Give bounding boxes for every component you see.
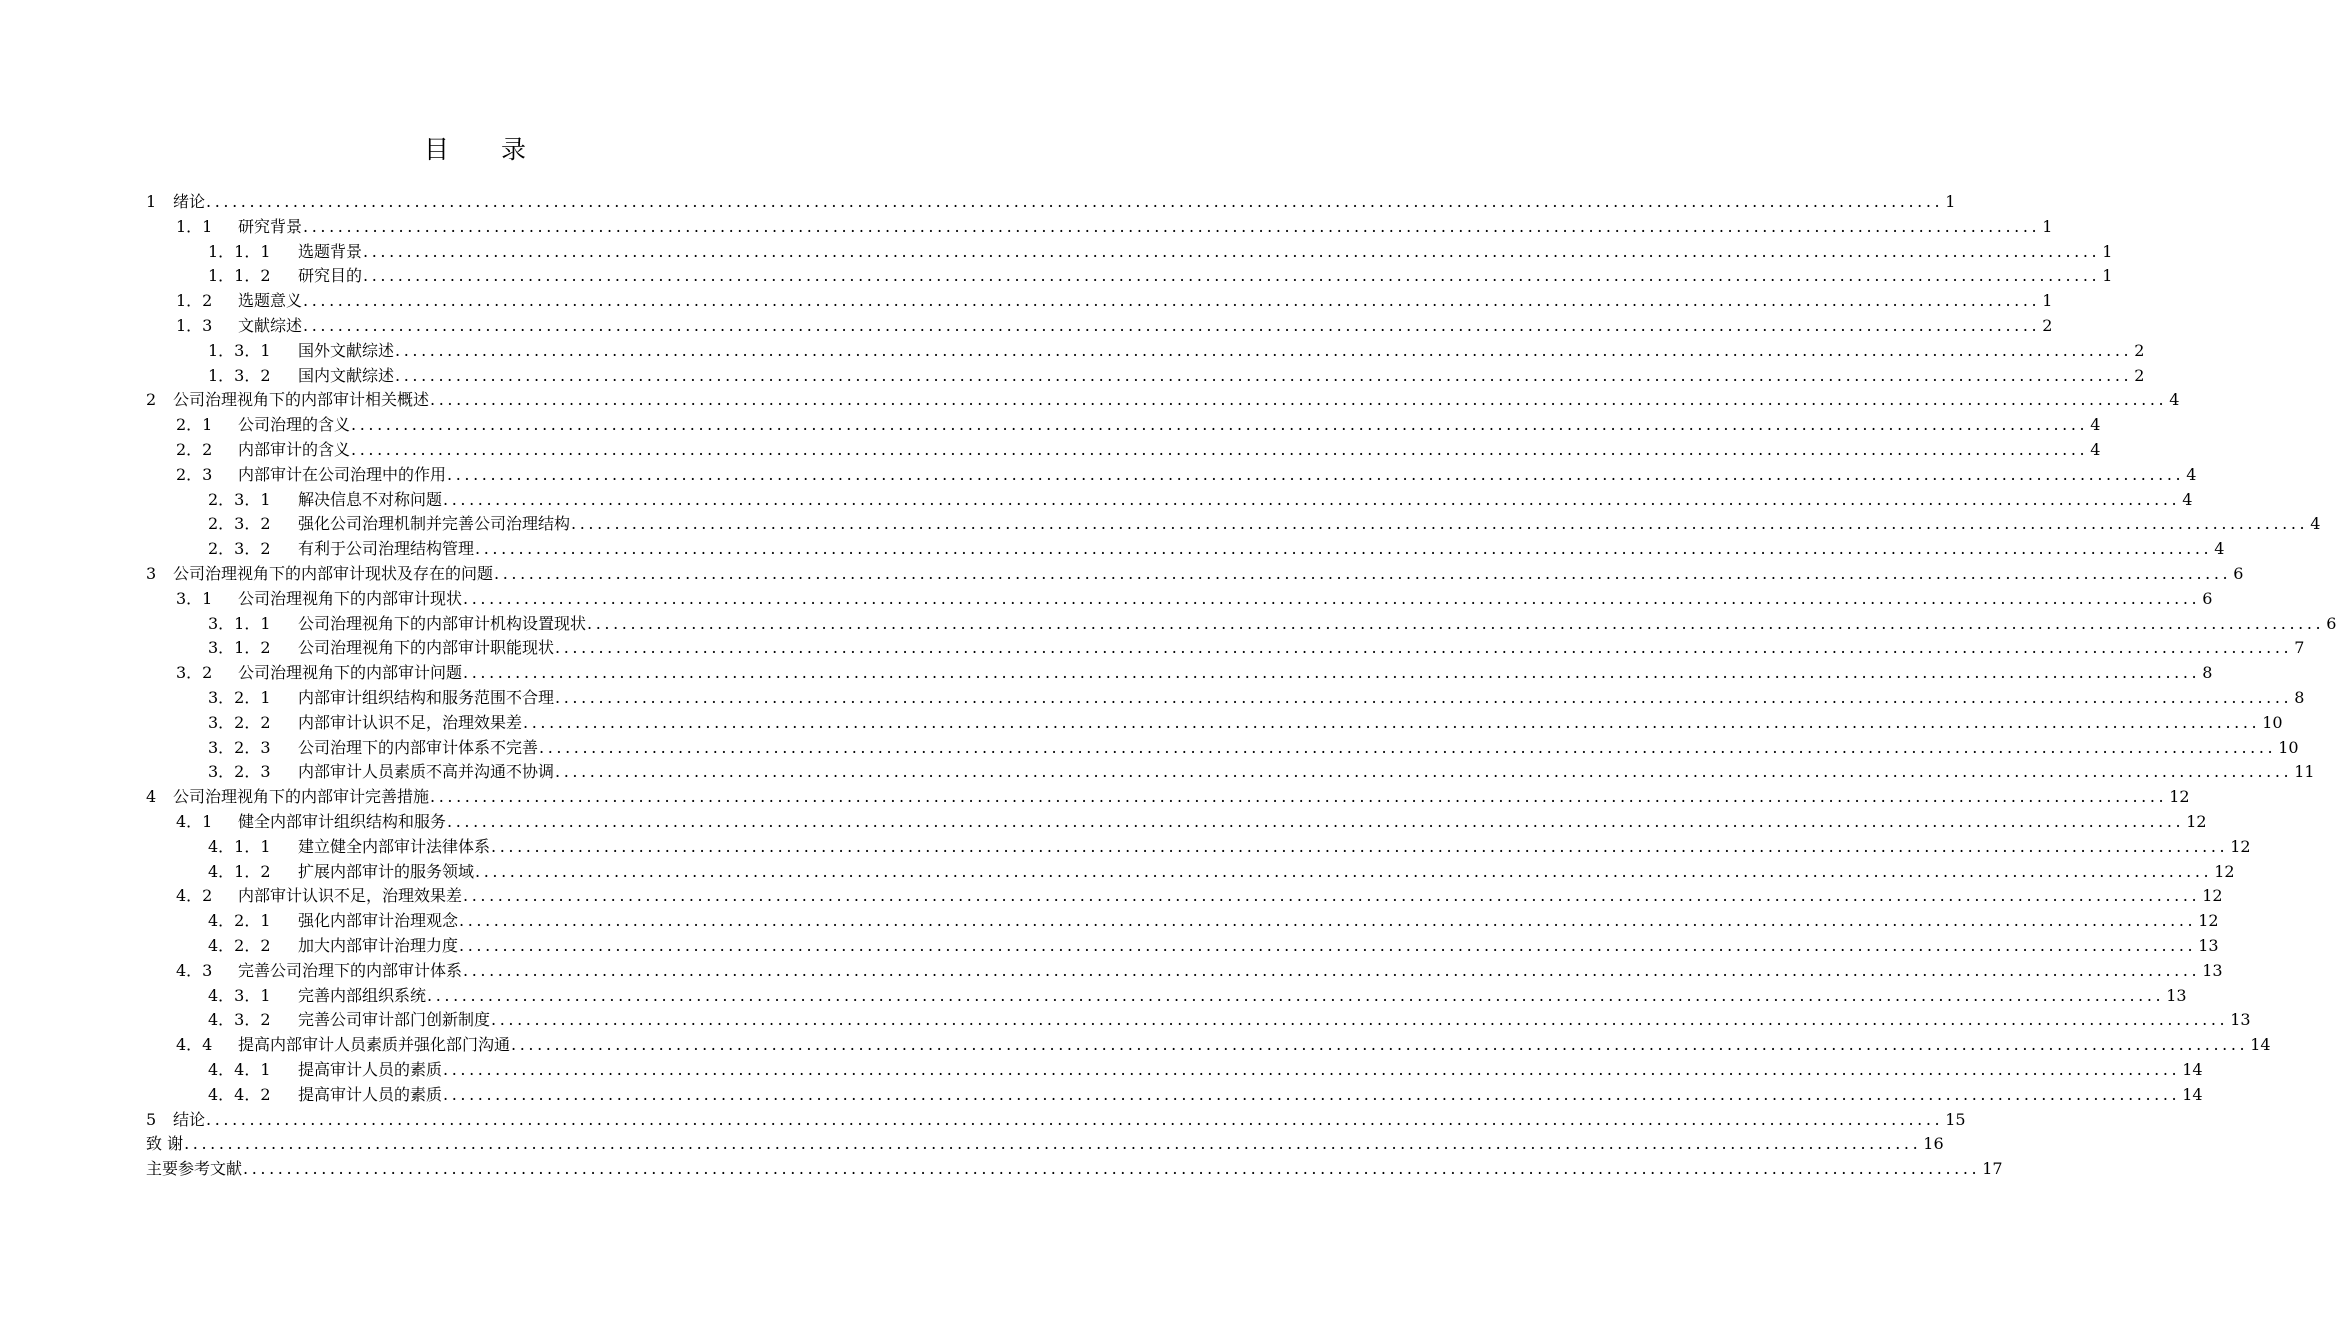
toc-entry[interactable]: [176, 463, 2197, 488]
toc-entry-label: 公司治理视角下的内部审计问题: [238, 663, 463, 683]
toc-dot-leader: ........................................................................................................................................................................................................: [363, 241, 2101, 261]
toc-dot-leader: ........................................................................................................................................................................................................: [430, 390, 2168, 410]
toc-entry[interactable]: [146, 190, 1956, 215]
toc-entry[interactable]: [208, 909, 2219, 934]
toc-entry[interactable]: [208, 1058, 2203, 1083]
toc-entry-label: 提高内部审计人员素质并强化部门沟通: [238, 1035, 511, 1055]
toc-entry-page-number: 4: [2169, 390, 2180, 410]
toc-entry-label: 解决信息不对称问题: [298, 489, 443, 509]
toc-entry-number: 3．2: [176, 663, 213, 683]
toc-entry[interactable]: [208, 934, 2219, 959]
toc-entry[interactable]: [146, 1157, 2003, 1182]
toc-entry-page-number: 12: [2169, 787, 2190, 807]
toc-entry-page-number: 4: [2090, 415, 2101, 435]
toc-entry-page-number: 6: [2233, 564, 2244, 583]
toc-entry-number: 4．4．2: [208, 1084, 271, 1104]
toc-entry-label: 扩展内部审计的服务领域: [298, 861, 475, 881]
toc-entry-page-number: 12: [2202, 886, 2223, 906]
toc-entry[interactable]: [176, 215, 2053, 240]
toc-entry-number: 3．1．2: [208, 638, 271, 658]
toc-entry-number: 1．1．2: [208, 266, 271, 286]
toc-dot-leader: ........................................................................................................................................................................................................: [303, 216, 2041, 236]
toc-entry-page-number: 4: [2214, 539, 2225, 559]
toc-entry-label: 健全内部审计组织结构和服务: [238, 812, 447, 831]
toc-entry[interactable]: [208, 364, 2145, 389]
toc-entry-page-number: 10: [2262, 712, 2283, 732]
toc-entry-page-number: 12: [2198, 911, 2219, 931]
toc-entry-page-number: 16: [1923, 1134, 1944, 1154]
toc-entry-number: 2．1: [176, 415, 213, 435]
toc-entry-number: 3．2．3: [208, 762, 271, 782]
toc-entry-label: 公司治理视角下的内部审计完善措施: [173, 787, 430, 807]
toc-entry-number: 3．1．1: [208, 613, 271, 633]
toc-entry-label: 选题意义: [238, 291, 303, 311]
toc-entry-label: 公司治理的含义: [238, 415, 351, 435]
toc-entry-label: 选题背景: [298, 241, 363, 261]
toc-entry[interactable]: [176, 413, 2101, 438]
toc-dot-leader: ........................................................................................................................................................................................................: [463, 886, 2201, 906]
toc-entry[interactable]: [208, 636, 2305, 661]
toc-entry-label: 完善公司治理下的内部审计体系: [238, 960, 463, 980]
toc-entry-label: 公司治理视角下的内部审计现状及存在的问题: [173, 564, 494, 583]
toc-entry-label: 内部审计人员素质不高并沟通不协调: [298, 762, 555, 782]
toc-entry-page-number: 15: [1945, 1109, 1966, 1129]
toc-entry-label: 研究目的: [298, 266, 363, 286]
toc-dot-leader: ........................................................................................................................................................................................................: [206, 192, 1944, 211]
toc-entry-number: 3: [146, 564, 157, 583]
toc-entry-page-number: 12: [2186, 812, 2207, 831]
toc-entry[interactable]: [146, 562, 2244, 587]
toc-dot-leader: ........................................................................................................................................................................................................: [475, 539, 2213, 559]
toc-entry-label: 完善内部组织系统: [298, 985, 427, 1005]
toc-dot-leader: ........................................................................................................................................................................................................: [303, 291, 2041, 311]
toc-entry[interactable]: [176, 959, 2223, 984]
toc-entry-label: 公司治理视角下的内部审计职能现状: [298, 638, 555, 658]
toc-entry-page-number: 12: [2230, 836, 2251, 856]
toc-entry-number: 4．1: [176, 812, 213, 831]
toc-dot-leader: ........................................................................................................................................................................................................: [523, 712, 2261, 732]
toc-dot-leader: ........................................................................................................................................................................................................: [443, 489, 2181, 509]
toc-dot-leader: ........................................................................................................................................................................................................: [443, 1084, 2181, 1104]
toc-entry[interactable]: [208, 686, 2305, 711]
toc-entry-number: 2: [146, 390, 157, 410]
toc-entry-page-number: 17: [1982, 1159, 2003, 1179]
toc-entry-page-number: 1: [2042, 291, 2053, 311]
toc-entry-label: 结论: [173, 1109, 206, 1129]
toc-entry[interactable]: [208, 736, 2299, 761]
toc-dot-leader: ........................................................................................................................................................................................................: [463, 663, 2201, 683]
toc-entry-label: 国外文献综述: [298, 340, 395, 360]
toc-entry[interactable]: [208, 264, 2113, 289]
toc-entry[interactable]: [176, 314, 2053, 339]
toc-entry[interactable]: [146, 785, 2190, 810]
toc-entry-number: 4．2: [176, 886, 213, 906]
toc-entry-label: 强化内部审计治理观念: [298, 911, 459, 931]
toc-entry[interactable]: [176, 810, 2207, 835]
toc-entry-number: 4．4: [176, 1035, 213, 1055]
toc-entry-page-number: 4: [2186, 464, 2197, 484]
toc-dot-leader: ........................................................................................................................................................................................................: [395, 365, 2133, 385]
toc-entry[interactable]: [208, 984, 2187, 1009]
toc-dot-leader: ........................................................................................................................................................................................................: [363, 266, 2101, 286]
toc-dot-leader: ........................................................................................................................................................................................................: [427, 985, 2165, 1005]
toc-dot-leader: ........................................................................................................................................................................................................: [243, 1159, 1981, 1179]
toc-dot-leader: ........................................................................................................................................................................................................: [303, 316, 2041, 335]
toc-entry-page-number: 2: [2134, 340, 2145, 360]
toc-dot-leader: ........................................................................................................................................................................................................: [184, 1134, 1922, 1154]
toc-entry-page-number: 1: [2102, 266, 2113, 286]
toc-entry[interactable]: [208, 512, 2321, 537]
toc-dot-leader: ........................................................................................................................................................................................................: [395, 340, 2133, 360]
toc-dot-leader: ........................................................................................................................................................................................................: [351, 415, 2089, 435]
toc-entry-number: 1．3．2: [208, 365, 271, 385]
toc-entry-page-number: 14: [2182, 1060, 2203, 1079]
toc-entry-number: 2．3．2: [208, 539, 271, 559]
toc-dot-leader: ........................................................................................................................................................................................................: [447, 812, 2185, 831]
toc-entry-number: 2．3: [176, 464, 213, 484]
toc-entry-page-number: 14: [2250, 1035, 2271, 1055]
toc-entry-number: 4．1．2: [208, 861, 271, 881]
toc-entry[interactable]: [176, 289, 2053, 314]
toc-entry-label: 强化公司治理机制并完善公司治理结构: [298, 514, 571, 534]
toc-entry-page-number: 1: [2042, 216, 2053, 236]
toc-dot-leader: ........................................................................................................................................................................................................: [459, 911, 2197, 931]
toc-entry-label: 公司治理视角下的内部审计相关概述: [173, 390, 430, 410]
toc-entry[interactable]: [176, 661, 2213, 686]
toc-entry-page-number: 8: [2202, 663, 2213, 683]
toc-entry-number: 4．2．1: [208, 911, 271, 931]
toc-dot-leader: ........................................................................................................................................................................................................: [555, 762, 2293, 782]
toc-entry-page-number: 11: [2294, 762, 2315, 782]
toc-entry-label: 建立健全内部审计法律体系: [298, 836, 491, 856]
toc-entry-number: 4．3．1: [208, 985, 271, 1005]
toc-entry[interactable]: [208, 1008, 2251, 1033]
toc-entry[interactable]: [208, 711, 2283, 736]
toc-entry-label: 公司治理视角下的内部审计现状: [238, 588, 463, 608]
toc-entry-label: 内部审计在公司治理中的作用: [238, 464, 447, 484]
toc-entry-label: 内部审计认识不足，治理效果差: [238, 886, 463, 906]
toc-dot-leader: ........................................................................................................................................................................................................: [463, 960, 2201, 980]
toc-entry-label: 有利于公司治理结构管理: [298, 539, 475, 559]
toc-dot-leader: ........................................................................................................................................................................................................: [447, 464, 2185, 484]
toc-dot-leader: ........................................................................................................................................................................................................: [571, 514, 2309, 534]
toc-entry-label: 内部审计认识不足，治理效果差: [298, 712, 523, 732]
toc-entry[interactable]: [208, 612, 2336, 637]
toc-entry-page-number: 4: [2090, 440, 2101, 459]
toc-entry-label: 完善公司审计部门创新制度: [298, 1010, 491, 1030]
toc-entry-page-number: 13: [2202, 960, 2223, 980]
toc-entry-page-number: 4: [2182, 489, 2193, 509]
toc-entry-number: 3．2．2: [208, 712, 271, 732]
toc-entry-page-number: 7: [2294, 638, 2305, 658]
toc-entry-number: 1．3．1: [208, 340, 271, 360]
toc-dot-leader: ........................................................................................................................................................................................................: [475, 861, 2213, 881]
toc-entry-number: 2．2: [176, 440, 213, 459]
toc-entry-label: 内部审计的含义: [238, 440, 351, 459]
toc-entry-page-number: 6: [2202, 588, 2213, 608]
toc-entry[interactable]: [208, 1083, 2203, 1108]
toc-entry-page-number: 14: [2182, 1084, 2203, 1104]
toc-entry-number: 3．1: [176, 588, 213, 608]
toc-entry-page-number: 13: [2230, 1010, 2251, 1030]
toc-entry-label: 内部审计组织结构和服务范围不合理: [298, 688, 555, 707]
toc-entry[interactable]: [176, 884, 2223, 909]
toc-entry-number: 2．3．1: [208, 489, 271, 509]
toc-entry-label: 国内文献综述: [298, 365, 395, 385]
toc-dot-leader: ........................................................................................................................................................................................................: [539, 737, 2277, 757]
toc-entry-number: 1: [146, 192, 157, 211]
toc-entry-number: 3．2．3: [208, 737, 271, 757]
toc-entry[interactable]: [176, 1033, 2271, 1058]
toc-entry-label: 文献综述: [238, 316, 303, 335]
toc-dot-leader: ........................................................................................................................................................................................................: [491, 836, 2229, 856]
toc-entry-page-number: 8: [2294, 688, 2305, 707]
toc-entry-label: 绪论: [173, 192, 206, 211]
toc-entry-page-number: 2: [2042, 316, 2053, 335]
toc-entry-label: 研究背景: [238, 216, 303, 236]
toc-dot-leader: ........................................................................................................................................................................................................: [494, 564, 2232, 583]
toc-entry-number: 4．2．2: [208, 936, 271, 955]
toc-dot-leader: ........................................................................................................................................................................................................: [555, 638, 2293, 658]
toc-entry-page-number: 10: [2278, 737, 2299, 757]
toc-entry-number: 1．1．1: [208, 241, 271, 261]
toc-entry-label: 提高审计人员的素质: [298, 1084, 443, 1104]
toc-entry[interactable]: [146, 388, 2180, 413]
toc-entry-number: 5: [146, 1109, 157, 1129]
toc-entry[interactable]: [176, 587, 2213, 612]
toc-entry[interactable]: [208, 860, 2235, 885]
toc-dot-leader: ........................................................................................................................................................................................................: [430, 787, 2168, 807]
toc-entry-label: 公司治理视角下的内部审计机构设置现状: [298, 613, 587, 633]
toc-dot-leader: ........................................................................................................................................................................................................: [587, 613, 2325, 633]
toc-entry-page-number: 4: [2310, 514, 2321, 534]
toc-entry-number: 2．3．2: [208, 514, 271, 534]
toc-dot-leader: ........................................................................................................................................................................................................: [511, 1035, 2249, 1055]
toc-entry-number: 1．3: [176, 316, 213, 335]
toc-entry-number: 1．1: [176, 216, 213, 236]
toc-entry-page-number: 12: [2214, 861, 2235, 881]
toc-entry[interactable]: [208, 537, 2225, 562]
toc-entry-page-number: 2: [2134, 365, 2145, 385]
toc-entry[interactable]: [208, 339, 2145, 364]
toc-entry-number: 4: [146, 787, 157, 807]
toc-entry[interactable]: [146, 1108, 1966, 1133]
toc-dot-leader: ........................................................................................................................................................................................................: [206, 1109, 1944, 1129]
toc-entry-number: 1．2: [176, 291, 213, 311]
toc-entry-page-number: 1: [2102, 241, 2113, 261]
toc-entry-number: 3．2．1: [208, 688, 271, 707]
toc-entry-page-number: 1: [1945, 192, 1956, 211]
toc-entry[interactable]: [208, 488, 2193, 513]
toc-dot-leader: ........................................................................................................................................................................................................: [463, 588, 2201, 608]
toc-entry-label: 致 谢: [146, 1134, 184, 1154]
toc-entry[interactable]: [208, 760, 2315, 785]
toc-title: 目 录: [424, 135, 548, 164]
toc-entry-number: 4．4．1: [208, 1060, 271, 1079]
toc-entry-number: 4．1．1: [208, 836, 271, 856]
toc-entry-label: 公司治理下的内部审计体系不完善: [298, 737, 539, 757]
toc-entry[interactable]: [176, 438, 2101, 463]
toc-entry-number: 4．3: [176, 960, 213, 980]
toc-dot-leader: ........................................................................................................................................................................................................: [555, 688, 2293, 707]
toc-entry-label: 提高审计人员的素质: [298, 1060, 443, 1079]
toc-entry[interactable]: [208, 835, 2251, 860]
toc-dot-leader: ........................................................................................................................................................................................................: [491, 1010, 2229, 1030]
toc-entry[interactable]: [146, 1132, 1944, 1157]
toc-entry-page-number: 6: [2326, 613, 2336, 633]
toc-entry-number: 4．3．2: [208, 1010, 271, 1030]
toc-dot-leader: ........................................................................................................................................................................................................: [443, 1060, 2181, 1079]
toc-entry-label: 加大内部审计治理力度: [298, 936, 459, 955]
toc-entry-page-number: 13: [2198, 936, 2219, 955]
toc-entry[interactable]: [208, 240, 2113, 265]
toc-entry-page-number: 13: [2166, 985, 2187, 1005]
toc-dot-leader: ........................................................................................................................................................................................................: [351, 440, 2089, 459]
toc-entry-label: 主要参考文献: [146, 1159, 243, 1179]
toc-dot-leader: ........................................................................................................................................................................................................: [459, 936, 2197, 955]
